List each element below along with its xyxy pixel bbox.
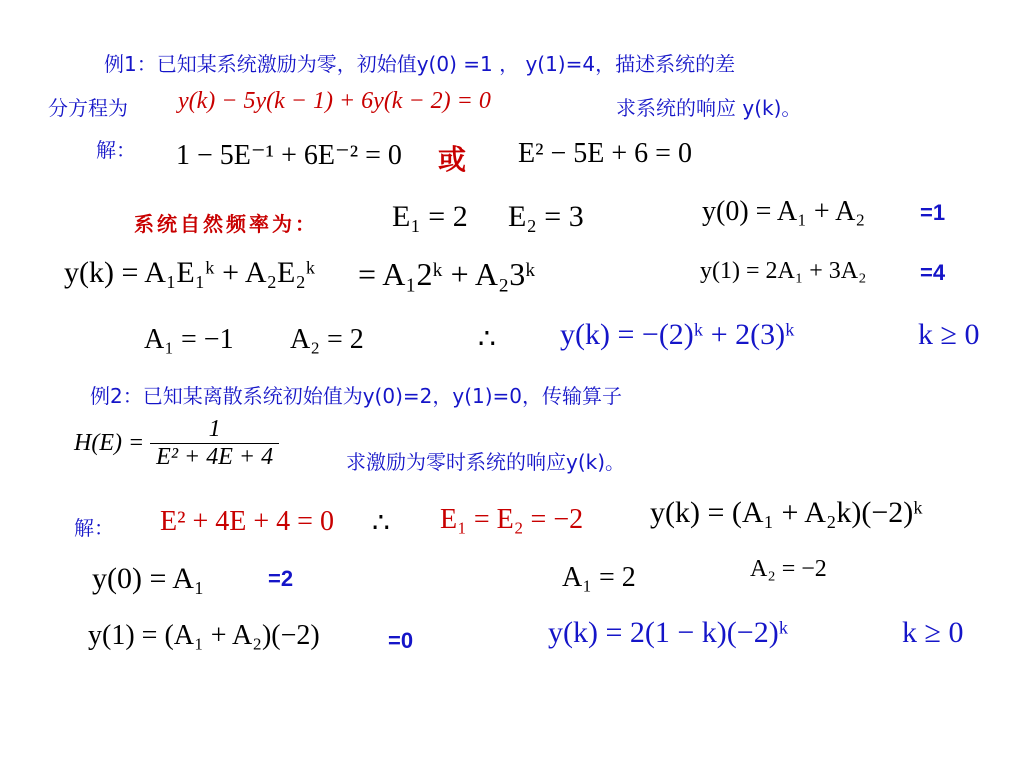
example2-y1-value: =0 xyxy=(388,628,414,653)
transfer-operator-denominator: E² + 4E + 4 xyxy=(156,444,274,470)
example1-difference-equation: y(k) − 5y(k − 1) + 6y(k − 2) = 0 xyxy=(178,88,491,114)
example1-solution-label: 解： xyxy=(96,138,136,162)
example2-y0-equation: y(0) = A₁ xyxy=(92,562,205,595)
transfer-operator-fraction xyxy=(150,416,279,471)
example2-general-solution: y(k) = (A₁ + A₂k)(−2)ᵏ xyxy=(650,496,923,529)
or-word: 或 xyxy=(438,143,467,176)
example1-substituted-solution: = A₁2ᵏ + A₂3ᵏ xyxy=(358,256,536,292)
natural-frequency-label: 系统自然频率为： xyxy=(134,212,318,236)
example2-y1-equation: y(1) = (A₁ + A₂)(−2) xyxy=(88,620,320,651)
example2-characteristic-eq: E² + 4E + 4 = 0 xyxy=(160,506,334,537)
example1-problem-line1: 例1：已知某系统激励为零，初始值y(0) =1 ， y(1)=4，描述系统的差 xyxy=(104,52,736,76)
example1-k-condition: k ≥ 0 xyxy=(918,318,980,351)
e2-value: E₂ = 3 xyxy=(508,200,584,233)
example1-y0-value: =1 xyxy=(920,200,946,225)
transfer-operator xyxy=(74,416,279,471)
a2-value: A₂ = 2 xyxy=(290,324,364,355)
example1-final-response: y(k) = −(2)ᵏ + 2(3)ᵏ xyxy=(560,318,795,351)
example2-roots: E₁ = E₂ = −2 xyxy=(440,504,584,535)
transfer-operator-numerator: 1 xyxy=(150,416,279,444)
example2-k-condition: k ≥ 0 xyxy=(902,616,964,649)
example2-problem-line1: 例2：已知某离散系统初始值为y(0)=2，y(1)=0，传输算子 xyxy=(90,384,623,408)
example2-solution-label: 解： xyxy=(74,516,114,540)
example2-a2-value: A₂ = −2 xyxy=(750,556,827,582)
example2-problem-line2: 求激励为零时系统的响应y(k)。 xyxy=(346,450,626,474)
example1-characteristic-eq-operator: 1 − 5E⁻¹ + 6E⁻² = 0 xyxy=(176,140,402,171)
example1-general-solution: y(k) = A₁E₁ᵏ + A₂E₂ᵏ xyxy=(64,256,316,289)
example1-characteristic-eq: E² − 5E + 6 = 0 xyxy=(518,138,692,169)
example2-y0-value: =2 xyxy=(268,566,294,591)
a1-value: A₁ = −1 xyxy=(144,324,234,355)
example1-y1-value: =4 xyxy=(920,260,946,285)
example1-y1-equation: y(1) = 2A₁ + 3A₂ xyxy=(700,258,867,284)
example2-therefore-symbol: ∴ xyxy=(372,508,390,539)
example1-problem-line2-suffix: 求系统的响应 y(k)。 xyxy=(616,96,802,120)
example2-a1-value: A₁ = 2 xyxy=(562,562,636,593)
example2-final-response: y(k) = 2(1 − k)(−2)ᵏ xyxy=(548,616,789,649)
e1-value: E₁ = 2 xyxy=(392,200,468,233)
example1-y0-equation: y(0) = A₁ + A₂ xyxy=(702,196,866,227)
transfer-operator-lhs: H(E) = xyxy=(74,430,145,456)
example1-problem-line2-prefix: 分方程为 xyxy=(48,96,128,120)
therefore-symbol: ∴ xyxy=(478,324,496,355)
